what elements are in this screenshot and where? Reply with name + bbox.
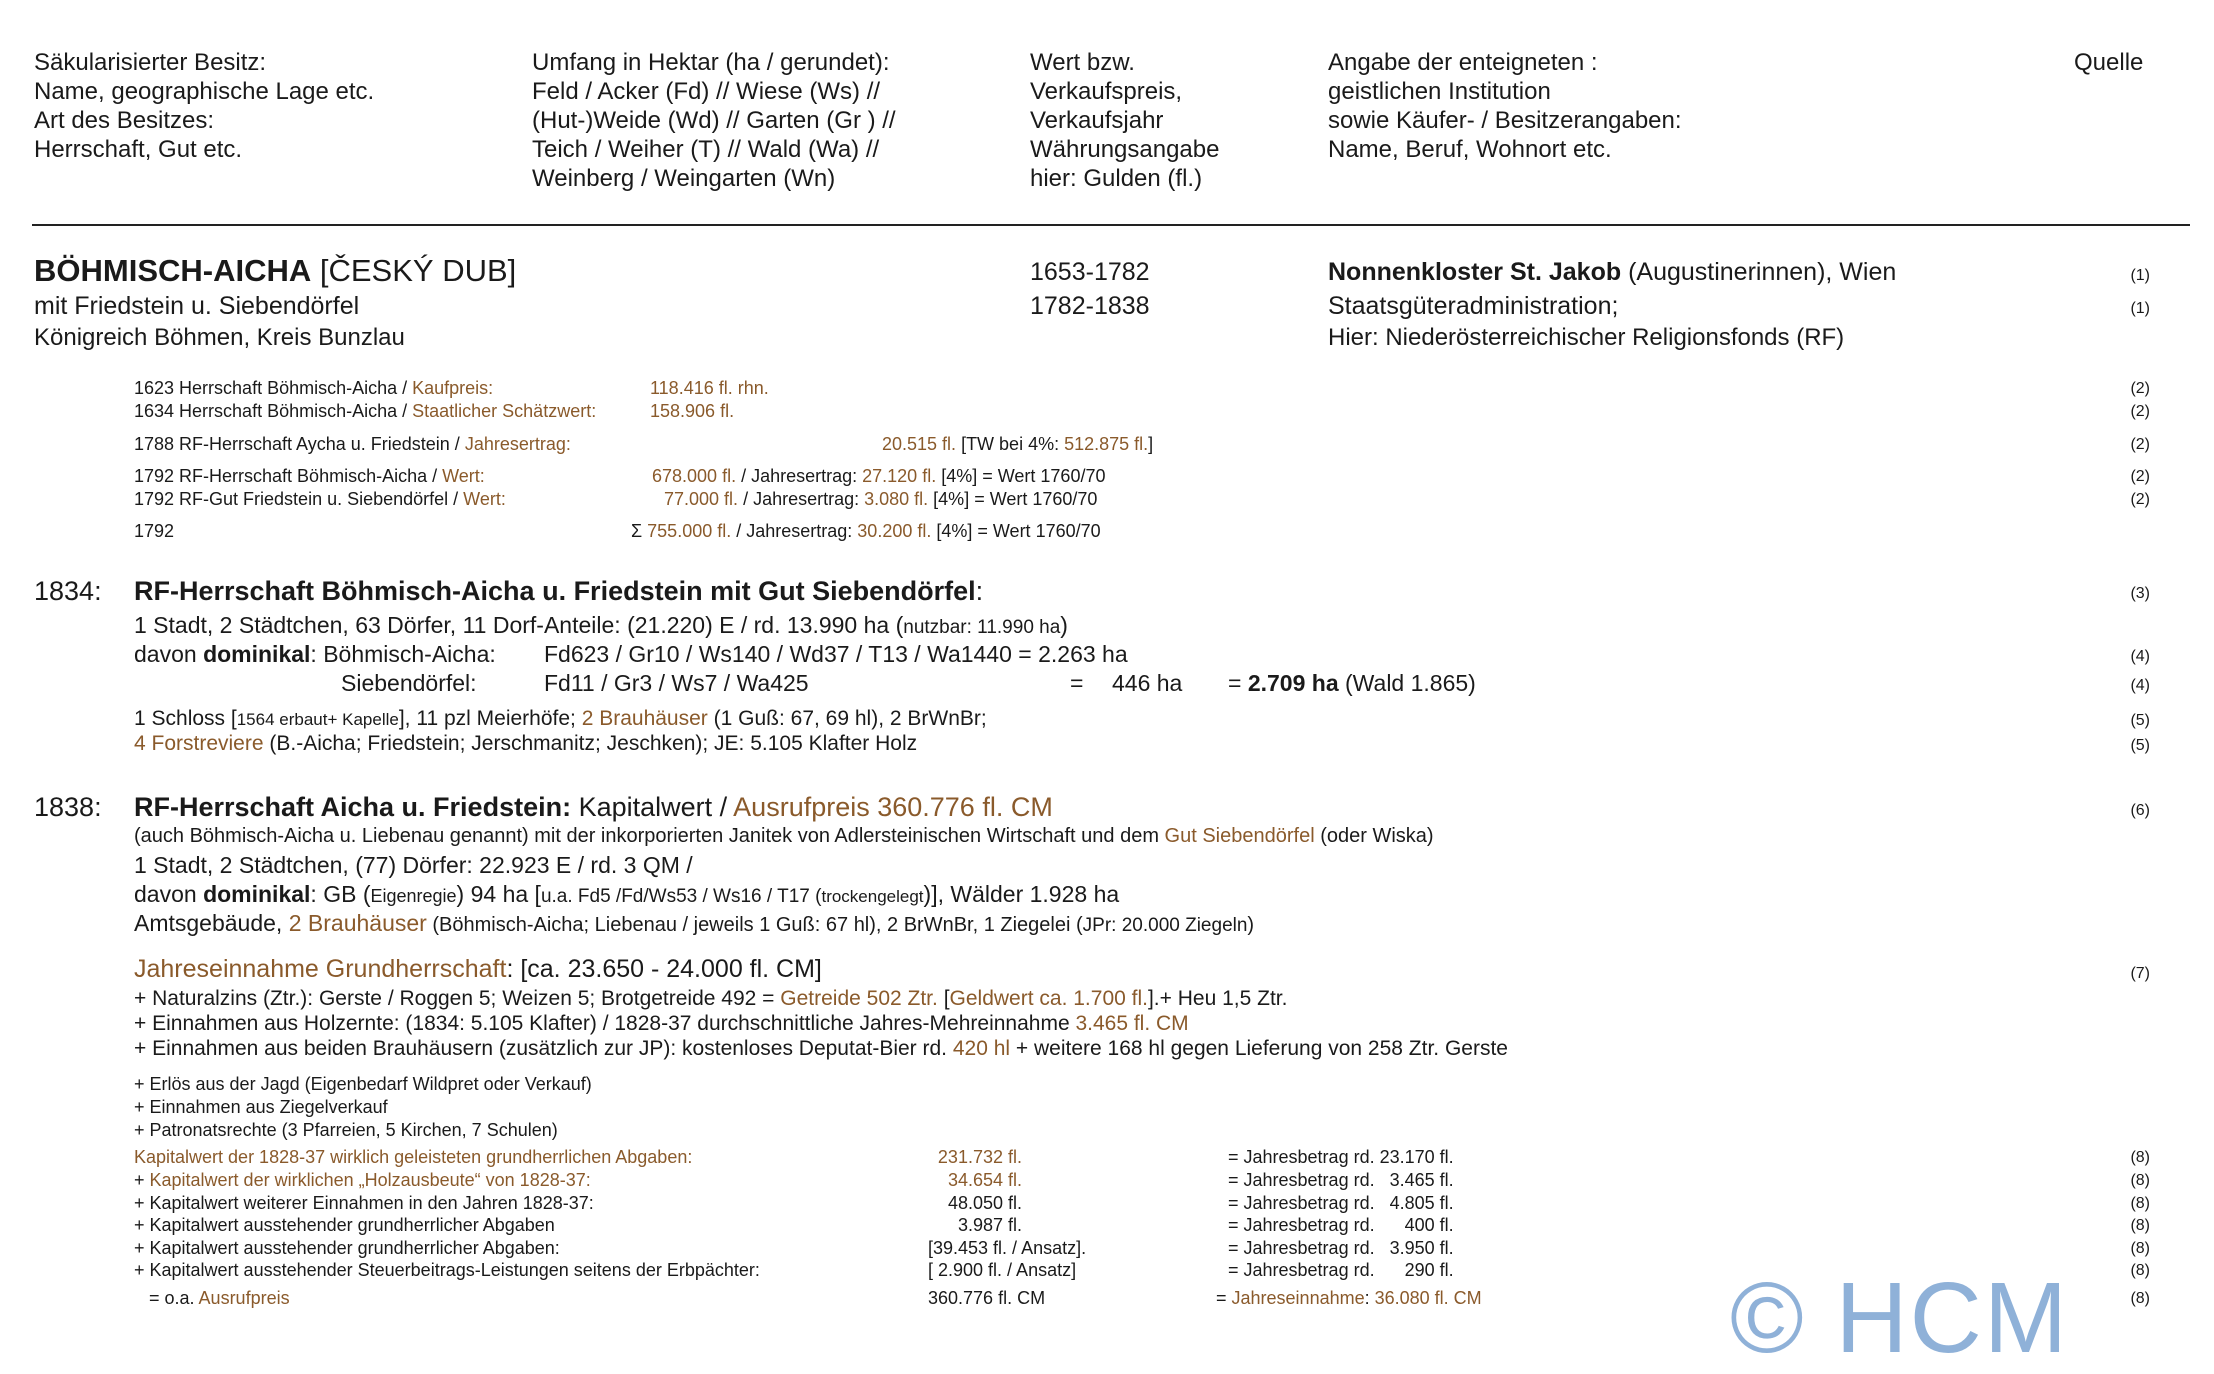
source-ref: (2): [2130, 380, 2150, 397]
capital-row-label: [134, 1214, 555, 1236]
capital-value: 3.987 fl.: [957, 1215, 1022, 1235]
source-ref: (5): [2130, 712, 2150, 729]
header-line: geistlichen Institution: [1328, 78, 1551, 105]
line-text: 1 Schloss [: [134, 707, 237, 730]
line-text: ): [1247, 914, 1255, 936]
header-line: Währungsangabe: [1030, 136, 1220, 163]
capital-label: Kapitalwert weiterer Einnahmen in den Jahren 1828-37:: [149, 1193, 594, 1213]
row-label-type: Kaufpreis:: [412, 378, 494, 398]
line-text: : Böhmisch-Aicha:: [310, 641, 496, 667]
capital-annual: = Jahresbetrag rd. 400 fl.: [1228, 1215, 1454, 1235]
capital-annual: = Jahresbetrag rd. 290 fl.: [1228, 1260, 1454, 1280]
header-divider: [32, 224, 2190, 226]
capital-annual: = Jahresbetrag rd. 3.950 fl.: [1228, 1238, 1454, 1258]
line-text: (Böhmisch-Aicha; Liebenau / jeweils 1 Guß: 67 hl), 2 BrWnBr, 1 Ziegelei (: [426, 914, 1083, 936]
capital-total-annual: [1216, 1287, 1482, 1309]
capital-total-value: 360.776 fl. CM: [928, 1288, 1046, 1308]
row-value-group: [664, 488, 1097, 510]
row-value-group: [652, 465, 1105, 487]
source-ref: (8): [2130, 1240, 2150, 1257]
header-line: Art des Besitzes:: [34, 107, 215, 134]
section-title: [134, 791, 1053, 824]
source-ref: (2): [2130, 436, 2150, 453]
entry-subtitle: mit Friedstein u. Siebendörfel: [34, 292, 360, 320]
year-label: 1838:: [34, 792, 102, 822]
line-brown: 420 hl: [952, 1037, 1011, 1060]
line-text: +: [134, 1215, 150, 1235]
value-row: [134, 465, 485, 487]
line-text: Amtsgebäude,: [134, 910, 289, 936]
line-note: trockengelegt: [821, 887, 924, 906]
line-text: +: [134, 1170, 150, 1190]
sub-label: Siebendörfel:: [341, 670, 477, 696]
row-label: 1788 RF-Herrschaft Aycha u. Friedstein /: [134, 434, 465, 454]
row-note: / Jahresertrag:: [738, 489, 865, 509]
header-col-property: [34, 48, 374, 164]
header-line: Teich / Weiher (T) // Wald (Wa) //: [532, 136, 880, 163]
section-line: [134, 909, 1254, 940]
source-ref: (2): [2130, 468, 2150, 485]
capital-value: [ 2.900 fl. / Ansatz]: [928, 1260, 1077, 1280]
row-value-group: [631, 520, 1101, 542]
source-ref: (8): [2130, 1217, 2150, 1234]
line-text: + Einnahmen aus Holzernte: (1834: 5.105 Klafter) / 1828-37 durchschnittliche Jahres-Mehreinnahme: [134, 1012, 1076, 1035]
row-label: 1634 Herrschaft Böhmisch-Aicha /: [134, 401, 413, 421]
section-line: [134, 880, 1119, 911]
area-breakdown: Fd11 / Gr3 / Ws7 / Wa425: [544, 670, 809, 696]
entry-owner-1: [1328, 258, 1896, 287]
line-note: Eigenregie: [370, 886, 457, 906]
row-note: [4%] = Wert 1760/70: [931, 521, 1101, 541]
entry-location: Königreich Böhmen, Kreis Bunzlau: [34, 324, 405, 351]
row-value: 77.000 fl.: [664, 489, 739, 509]
row-value: 158.906 fl.: [650, 401, 735, 421]
value-row: 1792: [134, 521, 175, 541]
line-text: =: [1228, 670, 1248, 696]
line-bold: 2.709 ha: [1247, 670, 1339, 696]
income-title-text: Jahreseinnahme Grundherrschaft: [134, 955, 507, 983]
year-label: 1834:: [34, 576, 102, 606]
line-text: :: [1364, 1288, 1375, 1308]
line-text: + Naturalzins (Ztr.): Gerste / Roggen 5; Weizen 5; Brotgetreide 492 =: [134, 987, 781, 1010]
section-line: [134, 640, 496, 668]
source-ref: (3): [2130, 585, 2150, 602]
area-value: 446 ha: [1112, 670, 1183, 696]
section-line: [134, 731, 917, 757]
line-note: JPr: 20.000 Ziegeln: [1082, 915, 1248, 936]
row-value: 27.120 fl.: [862, 466, 937, 486]
header-line: Name, Beruf, Wohnort etc.: [1328, 136, 1612, 163]
capital-row-label: [134, 1169, 591, 1191]
capital-label: Kapitalwert ausstehender grundherrlicher Abgaben:: [149, 1238, 560, 1258]
value-row: [134, 488, 506, 510]
line-text: (oder Wiska): [1314, 825, 1434, 847]
header-col-source: Quelle: [2074, 49, 2144, 76]
line-brown: Gut Siebendörfel: [1164, 825, 1315, 847]
row-note: [4%] = Wert 1760/70: [936, 466, 1106, 486]
header-line: Verkaufsjahr: [1030, 107, 1164, 134]
line-text: ) 94 ha [: [456, 881, 541, 907]
entry-name-czech: [ČESKÝ DUB]: [311, 253, 517, 288]
capital-annual: = Jahresbetrag rd. 23.170 fl.: [1228, 1147, 1454, 1167]
header-line: Angabe der enteigneten :: [1328, 49, 1598, 76]
line-text: : GB (: [310, 881, 371, 907]
capital-annual: = Jahresbetrag rd. 4.805 fl.: [1228, 1193, 1454, 1213]
income-line: [134, 1036, 1508, 1062]
capital-value: 34.654 fl.: [947, 1170, 1022, 1190]
row-value-group: [882, 433, 1153, 455]
area-total: [1228, 669, 1476, 697]
capital-row-label: [134, 1146, 692, 1168]
row-note: [TW bei 4%:: [956, 434, 1065, 454]
section-title-colon: :: [975, 576, 984, 606]
source-ref: (6): [2130, 802, 2150, 819]
entry-owner-3: Hier: Niederösterreichischer Religionsfonds (RF): [1328, 324, 1845, 351]
line-brown: Geldwert ca. 1.700 fl.: [949, 987, 1148, 1010]
capital-row-label: [134, 1192, 594, 1214]
income-line: + Patronatsrechte (3 Pfarreien, 5 Kirchen, 7 Schulen): [134, 1120, 558, 1140]
line-brown: 3.465 fl. CM: [1075, 1012, 1189, 1035]
income-line: [134, 986, 1287, 1012]
line-text: ): [1060, 612, 1068, 638]
section-line: 1 Stadt, 2 Städtchen, (77) Dörfer: 22.923 E / rd. 3 QM /: [134, 852, 693, 878]
row-value: 30.200 fl.: [857, 521, 932, 541]
header-col-area: [532, 48, 896, 193]
section-title-price: Ausrufpreis 360.776 fl. CM: [733, 792, 1053, 822]
section-title-text: RF-Herrschaft Böhmisch-Aicha u. Friedstein mit Gut Siebendörfel: [134, 576, 976, 606]
entry-name: [34, 253, 516, 289]
value-row: [134, 377, 493, 399]
source-ref: (8): [2130, 1290, 2150, 1307]
line-text: (1 Guß: 67, 69 hl), 2 BrWnBr;: [707, 707, 987, 730]
row-value: 118.416 fl. rhn.: [650, 378, 769, 398]
income-title: [134, 955, 822, 984]
source-ref: (2): [2130, 403, 2150, 420]
hcm-watermark: © HCM: [1730, 1262, 2070, 1374]
entry-period-1: 1653-1782: [1030, 258, 1150, 286]
source-ref: (4): [2130, 677, 2150, 694]
capital-total-label: [134, 1287, 290, 1309]
capital-value: 48.050 fl.: [947, 1193, 1022, 1213]
capital-label: Kapitalwert der wirklichen „Holzausbeute“ von 1828-37:: [149, 1170, 591, 1190]
income-line: [134, 1011, 1189, 1037]
entry-period-2: 1782-1838: [1030, 292, 1150, 320]
capital-label: Kapitalwert ausstehender Steuerbeitrags-Leistungen seitens der Erbpächter:: [149, 1260, 760, 1280]
equals-sign: =: [1070, 670, 1084, 696]
header-col-institution: [1328, 48, 1682, 164]
line-brown: 2 Brauhäuser: [581, 707, 708, 730]
line-brown: Jahreseinnahme: [1231, 1288, 1365, 1308]
source-ref: (1): [2130, 267, 2150, 284]
line-text: =: [1216, 1288, 1232, 1308]
line-text: )], Wälder 1.928 ha: [923, 881, 1120, 907]
header-col-value: [1030, 48, 1219, 193]
income-title-range: : [ca. 23.650 - 24.000 fl. CM]: [506, 955, 822, 983]
income-line: + Einnahmen aus Ziegelverkauf: [134, 1097, 388, 1117]
section-title-text: RF-Herrschaft Aicha u. Friedstein:: [134, 792, 572, 822]
row-value: 512.875 fl.: [1064, 434, 1149, 454]
row-value: 755.000 fl.: [647, 521, 732, 541]
line-text: (auch Böhmisch-Aicha u. Liebenau genannt) mit der inkorporierten Janitek von Adlersteinischen Wirtschaft und dem: [134, 825, 1165, 847]
source-ref: (8): [2130, 1195, 2150, 1212]
header-line: Säkularisierter Besitz:: [34, 49, 267, 76]
header-line: Verkaufspreis,: [1030, 78, 1183, 105]
section-line: [134, 824, 1434, 848]
line-text: + Einnahmen aus beiden Brauhäusern (zusätzlich zur JP): kostenloses Deputat-Bier rd.: [134, 1037, 953, 1060]
line-note: 1564 erbaut+ Kapelle: [236, 710, 399, 729]
row-value: 20.515 fl.: [882, 434, 957, 454]
capital-value: [39.453 fl. / Ansatz].: [928, 1238, 1087, 1258]
capital-row-label: [134, 1259, 760, 1281]
line-text: 1 Stadt, 2 Städtchen, 63 Dörfer, 11 Dorf-Anteile: (21.220) E / rd. 13.990 ha (: [134, 612, 904, 638]
line-brown: 4 Forstreviere: [134, 732, 264, 755]
capital-value: 231.732 fl.: [937, 1147, 1022, 1167]
row-label: 1623 Herrschaft Böhmisch-Aicha /: [134, 378, 413, 398]
row-label: 1792 RF-Herrschaft Böhmisch-Aicha /: [134, 466, 443, 486]
section-title-rest: Kapitalwert /: [571, 792, 734, 822]
line-text: davon: [134, 641, 204, 667]
capital-row-label: [134, 1237, 560, 1259]
row-label: 1792 RF-Gut Friedstein u. Siebendörfel /: [134, 489, 464, 509]
line-text: ], 11 pzl Meierhöfe;: [398, 707, 582, 730]
source-ref: (8): [2130, 1262, 2150, 1279]
line-bold: dominikal: [203, 881, 311, 907]
section-line: [134, 706, 987, 733]
row-note: [4%] = Wert 1760/70: [928, 489, 1098, 509]
source-ref: (1): [2130, 300, 2150, 317]
row-label-type: Staatlicher Schätzwert:: [412, 401, 597, 421]
line-brown: Getreide 502 Ztr.: [780, 987, 938, 1010]
row-value: 3.080 fl.: [864, 489, 929, 509]
section-title: [134, 575, 983, 608]
header-line: Herrschaft, Gut etc.: [34, 136, 243, 163]
line-brown: Ausrufpreis: [198, 1288, 290, 1308]
owner-rest: (Augustinerinnen), Wien: [1621, 258, 1897, 286]
row-label-type: Jahresertrag:: [464, 434, 571, 454]
header-line: hier: Gulden (fl.): [1030, 165, 1203, 192]
line-brown: 36.080 fl. CM: [1374, 1288, 1482, 1308]
section-line: [134, 611, 1068, 642]
line-text: +: [134, 1193, 150, 1213]
header-line: Umfang in Hektar (ha / gerundet):: [532, 49, 890, 76]
area-breakdown: Fd623 / Gr10 / Ws140 / Wd37 / T13 / Wa1440 = 2.263 ha: [544, 641, 1128, 667]
row-note: ]: [1148, 434, 1154, 454]
line-text: davon: [134, 881, 204, 907]
line-text: + weitere 168 hl gegen Lieferung von 258 Ztr. Gerste: [1010, 1037, 1508, 1060]
source-ref: (2): [2130, 491, 2150, 508]
line-text: [: [937, 987, 950, 1010]
header-line: Name, geographische Lage etc.: [34, 78, 375, 105]
row-label-type: Wert:: [463, 489, 506, 509]
source-ref: (4): [2130, 648, 2150, 665]
value-row: [134, 433, 571, 455]
header-line: Wert bzw.: [1030, 49, 1135, 76]
source-ref: (5): [2130, 737, 2150, 754]
line-text: +: [134, 1260, 150, 1280]
row-value: 678.000 fl.: [652, 466, 737, 486]
line-brown: 2 Brauhäuser: [288, 910, 427, 936]
line-note: u.a. Fd5 /Fd/Ws53 / Ws16 / T17 (: [540, 886, 822, 907]
header-line: (Hut-)Weide (Wd) // Garten (Gr ) //: [532, 107, 896, 134]
line-note: nutzbar: 11.990 ha: [903, 617, 1061, 638]
line-bold: dominikal: [203, 641, 311, 667]
value-row: [134, 400, 596, 422]
entry-owner-2: Staatsgüteradministration;: [1328, 292, 1619, 320]
income-line: + Erlös aus der Jagd (Eigenbedarf Wildpret oder Verkauf): [134, 1074, 592, 1094]
line-text: ].+ Heu 1,5 Ztr.: [1147, 987, 1288, 1010]
line-text: (B.-Aicha; Friedstein; Jerschmanitz; Jeschken); JE: 5.105 Klafter Holz: [263, 732, 918, 755]
row-note: / Jahresertrag:: [736, 466, 863, 486]
header-line: sowie Käufer- / Besitzerangaben:: [1328, 107, 1682, 134]
row-label-type: Wert:: [442, 466, 485, 486]
capital-label: Kapitalwert der 1828-37 wirklich geleisteten grundherrlichen Abgaben:: [134, 1147, 693, 1167]
source-ref: (8): [2130, 1172, 2150, 1189]
capital-label: Kapitalwert ausstehender grundherrlicher Abgaben: [149, 1215, 555, 1235]
header-line: Weinberg / Weingarten (Wn): [532, 165, 836, 192]
row-note: / Jahresertrag:: [731, 521, 858, 541]
owner-bold: Nonnenkloster St. Jakob: [1328, 258, 1622, 286]
line-text: +: [134, 1238, 150, 1258]
header-line: Feld / Acker (Fd) // Wiese (Ws) //: [532, 78, 881, 105]
source-ref: (8): [2130, 1149, 2150, 1166]
line-text: (Wald 1.865): [1338, 670, 1476, 696]
line-text: = o.a.: [134, 1288, 199, 1308]
capital-annual: = Jahresbetrag rd. 3.465 fl.: [1228, 1170, 1454, 1190]
sum-sign: Σ: [631, 521, 643, 541]
source-ref: (7): [2130, 965, 2150, 982]
entry-name-bold: BÖHMISCH-AICHA: [34, 253, 312, 288]
